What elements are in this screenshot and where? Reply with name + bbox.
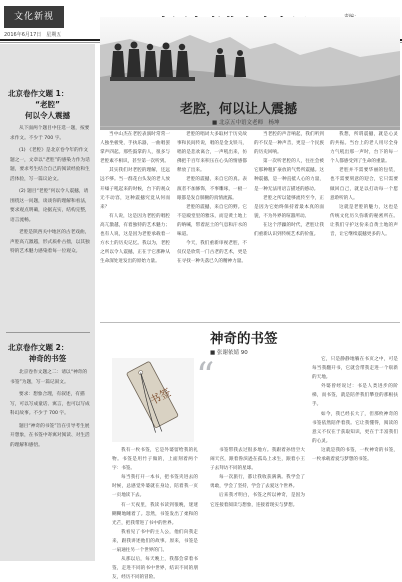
sidebar-section-1-quote: “老腔”	[35, 100, 60, 109]
article-1-divider	[100, 126, 400, 127]
sidebar-section-2-title: 神奇的书签	[28, 354, 67, 363]
article-1-column-2	[177, 130, 247, 320]
article-1-column-3	[254, 130, 324, 320]
article-1-column-1	[100, 130, 170, 320]
article-1-column-4	[330, 130, 398, 320]
sidebar-section-1-label: 北京卷作文题 1：	[8, 89, 69, 98]
sidebar-section-1-header	[0, 88, 103, 121]
sidebar-paragraph: (1) 《老腔》是北京卷今年的作文题之一，文章以“老腔”的感染力作为话题，要求考生结合自己的阅读经验和生活体验，写一篇议论文。	[10, 148, 90, 182]
article-paragraph: 这就是我的书签，一枚神奇的书签，一枚承载着爱与梦想的书签。	[312, 447, 398, 463]
article-paragraph: 每一次旅行，都让我收获满满。我学会了勇敢，学会了坚持，学会了去爱这个世界。	[210, 475, 305, 490]
article-paragraph: 其实我们对老腔的理解，还远远不够。当一群花白头发的老人放开嗓子吼起来的时候，台下的观众无不动容，这种震撼究竟从何而来？	[100, 168, 170, 210]
bookmark-text: 书签	[147, 385, 174, 408]
article-2-column-1	[112, 446, 198, 581]
bookmark-illustration	[112, 358, 194, 442]
sidebar-section-1-body	[10, 124, 90, 257]
quote-mark-icon: “	[196, 356, 215, 397]
article-paragraph: 老腔的唱词大多取材于历史故事和民间传说，唱的是金戈铁马，唱的是悲欢离合，一声吼出来，仿佛把千百年来积压在心头的情感都释放了出来。	[177, 132, 247, 174]
article-2-headline: 神奇的书签	[210, 331, 278, 347]
sidebar-section-2-header	[0, 342, 103, 364]
article-paragraph: 它，只是静静地躺在书页之中，可是每当我翻开书，它就会带我走进一个崭新的天地。	[312, 357, 398, 381]
sidebar-paragraph: 从下面两个题目中任选一题，按要求作文。不少于 700 字。	[10, 126, 90, 141]
article-paragraph: 有一天夜里，我读书读到很晚，迷迷糊糊地睡着了。忽然，书签发出了柔和的光芒，把我带进了书中的世界。	[112, 502, 198, 526]
article-2-divider	[100, 322, 400, 323]
sidebar-section-2-label: 北京卷作文题 2：	[8, 343, 69, 352]
article-1-headline: 老腔，何以让人震撼	[180, 102, 298, 117]
article-paragraph: 有人说，这是因为老腔的唱腔高亢激越，有着独特的艺术魅力；也有人说，这是因为老腔承载着一方水土的历史记忆。我以为，老腔之所以令人震撼，正在于它那种从生命深处迸发出的原始力量。	[100, 213, 170, 265]
article-paragraph: 书签带我去过很多地方。我跟着孙悟空大闹天宫，跟着鲁滨逊在孤岛上求生，跟着小王子去拜访不同的星球。	[210, 448, 305, 472]
sidebar-paragraph: 老腔是陕西关中地区的古老戏曲，声腔高亢激越，形式质朴古拙，以其独特的艺术魅力感染着每一位观众。	[10, 230, 90, 254]
article-paragraph: 如今，我已经长大了，但那枚神奇的书签依然陪伴着我。它让我懂得，阅读的意义不仅在于获取知识，更在于丰富我们的心灵。	[312, 411, 398, 444]
sidebar	[0, 44, 95, 561]
article-paragraph: 老腔的震撼，来自它的野。它不是殿堂里的雅乐，而是黄土地上的呐喊，带着泥土的气息和汗水的味道。	[177, 204, 247, 238]
sidebar-paragraph: 北京卷作文题之二：请以“神奇的书签”为题，写一篇记叙文。	[10, 370, 88, 385]
sidebar-paragraph: (2) 题目“老腔”何以令人震撼，请围绕这一问题，谈谈你的理解和看法，要求观点明确，论据充实，结构完整，语言流畅。	[10, 189, 90, 223]
article-paragraph: 我有一枚书签，它是外婆留给我的礼物。书签是用竹子做的，上面刻着两个字：书签。	[112, 448, 198, 472]
article-paragraph: 第一次听老腔的人，往往会被它那种粗犷豪放的气势所震撼。这种震撼，是一种直抵人心的力量，是一种无法用语言描述的感动。	[254, 159, 324, 192]
paper-logo: 文化新视	[4, 6, 64, 28]
article-paragraph: 这就是老腔的魅力，这也是传统文化历久弥新的秘密所在。让我们守护这份来自黄土地的声音，让它继续震撼更多的人。	[330, 204, 398, 238]
sidebar-divider	[6, 332, 90, 333]
sidebar-section-1-title: 何以令人震撼	[25, 111, 70, 120]
sidebar-paragraph: 题目“神奇的书签”旨在引导考生展开想象，在书签中寄寓对阅读、对生活的理解和感悟。	[10, 423, 90, 448]
article-paragraph: 今天，我们重新审视老腔，不仅仅是欣赏一门古老的艺术，更是在寻找一种失落已久的精神力量。	[177, 241, 247, 265]
article-1-byline: ■ 北京五中语文老师 杨坤	[212, 120, 280, 126]
article-2-byline: ■ 张谢依婧 90	[210, 350, 248, 356]
article-paragraph: 当老腔的声音响起，我们听到的不仅是一种声音，更是一个民族的历史回响。	[254, 132, 324, 156]
article-paragraph: 外婆曾经说过：书是人类进步的阶梯，而书签，就是陪伴我们攀登的那根扶手。	[312, 384, 398, 408]
article-2-column-3	[312, 355, 398, 559]
article-paragraph: 后来我才明白，书签之所以神奇，是因为它连接着阅读与想象，连接着现实与梦想。	[210, 493, 305, 508]
sidebar-paragraph: 要求：想象合理，有叙述，有描写，可以写成童话、寓言，也可以写成科幻故事。不少于 700 字。	[10, 392, 90, 416]
article-paragraph: 每当我打开一本书，把书签夹进去的时候，总感觉外婆就在身边，陪着我一页一页地读下去。	[112, 475, 198, 499]
article-paragraph: 老腔之所以能够流传至今，正是因为它始终保持着最本真的面貌，不为外界的喧嚣所动。	[254, 195, 324, 219]
article-paragraph: 我想，所谓震撼，就是心灵的共振。当台上的老人用尽全身力气吼出那一声时，台下的每一个人都感受到了生命的重量。	[330, 132, 398, 165]
article-paragraph: 在这个浮躁的时代，老腔让我们重新认识到传统艺术的价值。	[254, 222, 324, 238]
article-paragraph: 从那以后，每天晚上，我都会拿着书签，走进不同的书中世界，结识不同的朋友，经历不同的冒险。	[112, 557, 198, 581]
article-paragraph: 当中山杰在老腔表演时常常一人独坐板凳，手执乐器，一曲唱罢掌声四起。那些鼓掌的人，很多与老腔素不相识，甚至第一次听到。	[100, 132, 170, 165]
article-paragraph: 老腔并不需要华丽的包装，也不需要刻意的迎合，它只需要做回自己，就足以打动每一个愿意聆听的人。	[330, 168, 398, 201]
issue-date: 2016年6月17日 星期五	[4, 32, 62, 38]
sidebar-section-2-body	[10, 368, 90, 450]
article-paragraph: 我看见了书中的主人公，他们向我走来，跟我讲述他们的故事。原来，书签是一扇通往另一个世界的门。	[112, 529, 198, 554]
article-paragraph: 老腔的震撼，来自它的真。表演者不加修饰，不事雕琢，一板一眼都是发自肺腑的真情流露。	[177, 177, 247, 201]
article-2-column-2	[210, 446, 305, 559]
